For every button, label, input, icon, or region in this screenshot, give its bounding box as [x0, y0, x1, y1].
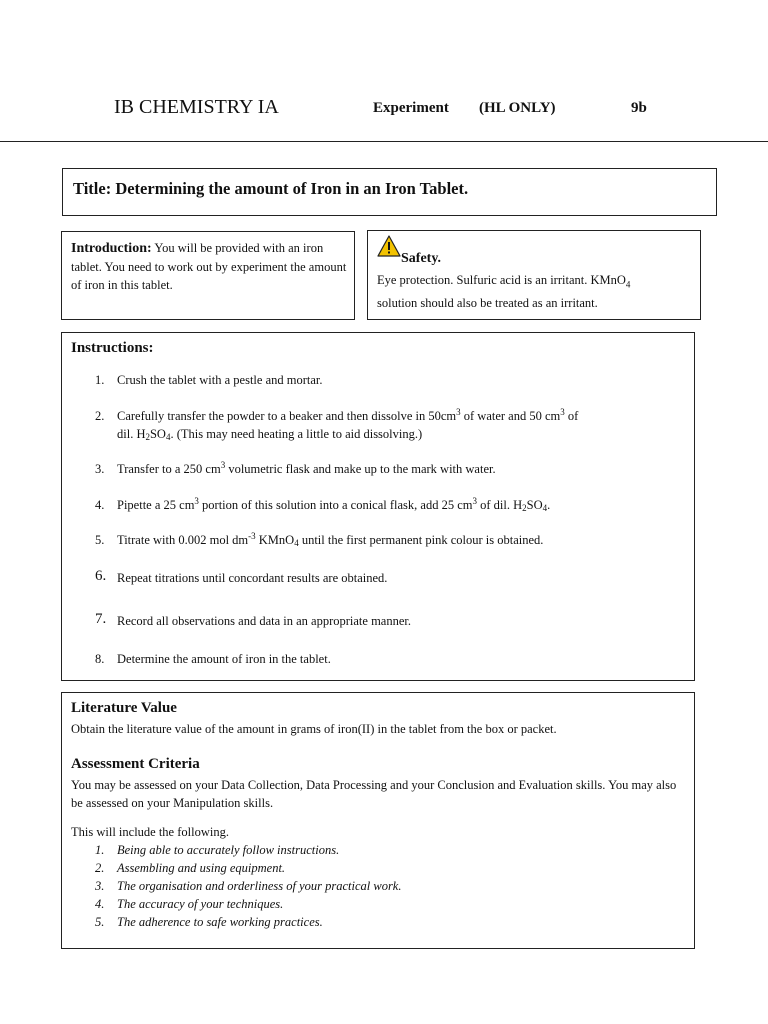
safety-sub: 4: [625, 279, 631, 290]
safety-text: [377, 271, 695, 312]
warning-triangle-icon: [377, 235, 401, 257]
step-number: 2.: [95, 409, 105, 423]
criteria-item: 4. The accuracy of your techniques.: [95, 897, 284, 911]
introduction-label: Introduction:: [71, 241, 152, 256]
step-number: 7.: [95, 611, 107, 627]
assessment-heading: Assessment Criteria: [71, 756, 200, 772]
experiment-label: Experiment: [373, 100, 449, 116]
safety-text-b: solution should also be treated as an irritant.: [377, 295, 598, 310]
experiment-number: 9b: [631, 100, 647, 116]
introduction-body: You will be provided with an iron tablet. You need to work out by experiment the amount of iron in this tablet.: [71, 241, 347, 292]
literature-assessment-box: [61, 692, 695, 949]
assessment-text: You may be assessed on your Data Collection, Data Processing and your Conclusion and Evaluation skills. You may also be assessed on your Manipulation skills.: [71, 778, 677, 810]
literature-text: Obtain the literature value of the amount in grams of iron(II) in the tablet from the box or packet.: [71, 722, 557, 736]
step-number: 3.: [95, 462, 105, 476]
step-text: Transfer to a 250 $cm^3$ volumetric flask and make up to the mark with water.: [117, 460, 496, 476]
instruction-step: [95, 496, 675, 514]
assessment-intro: This will include the following.: [71, 825, 229, 839]
instruction-step: [95, 407, 675, 443]
course-title: IB CHEMISTRY IA: [114, 96, 279, 118]
title-box: [62, 168, 717, 216]
criteria-item: 2. Assembling and using equipment.: [95, 861, 286, 875]
step-number: 6.: [95, 568, 107, 584]
step-text: Crush the tablet with a pestle and mortar.: [117, 373, 323, 387]
step-text: Repeat titrations until concordant results are obtained.: [117, 571, 388, 585]
step-number: 4.: [95, 498, 105, 512]
step-number: 5.: [95, 533, 105, 547]
criteria-item: 3. The organisation and orderliness of your practical work.: [95, 879, 402, 893]
instruction-step: [95, 371, 675, 389]
literature-heading: Literature Value: [71, 700, 177, 716]
step-text: Titrate with 0.002 mol $dm^{-3}$ KMnO$_4$ until the first permanent pink colour is obtained.: [117, 531, 544, 548]
step-text: Carefully transfer the powder to a beaker and then dissolve in $50cm^3$ of water and 50 $cm^3$ of dil. $H_2SO_4$. (This may need heating a little to aid dissolving.): [117, 407, 579, 442]
document-title: Title: Determining the amount of Iron in an Iron Tablet.: [73, 179, 469, 198]
instruction-step: [95, 460, 675, 478]
introduction-box: [61, 231, 355, 320]
step-number: 1.: [95, 373, 105, 387]
step-text: Determine the amount of iron in the tablet.: [117, 652, 331, 666]
instruction-step: [95, 531, 675, 549]
instruction-step: [95, 650, 675, 668]
safety-label: Safety.: [401, 251, 442, 266]
instructions-label: Instructions:: [71, 340, 154, 356]
step-number: 8.: [95, 652, 105, 666]
instruction-step: [95, 612, 675, 630]
introduction-text: [71, 239, 347, 294]
header-divider: [0, 141, 768, 142]
level-label: (HL ONLY): [479, 100, 556, 116]
step-text: Record all observations and data in an appropriate manner.: [117, 614, 411, 628]
criteria-item: 1. Being able to accurately follow instructions.: [95, 843, 340, 857]
step-text: Pipette a 25 $cm^3$ portion of this solution into a conical flask, add 25 $cm^3$ of dil. $H_2SO_4$.: [117, 496, 551, 513]
safety-box: [367, 230, 701, 320]
instruction-step: [95, 569, 675, 587]
instructions-box: [61, 332, 695, 681]
safety-text-a: Eye protection. Sulfuric acid is an irritant. KMnO: [377, 273, 626, 287]
criteria-item: 5. The adherence to safe working practices.: [95, 915, 323, 929]
